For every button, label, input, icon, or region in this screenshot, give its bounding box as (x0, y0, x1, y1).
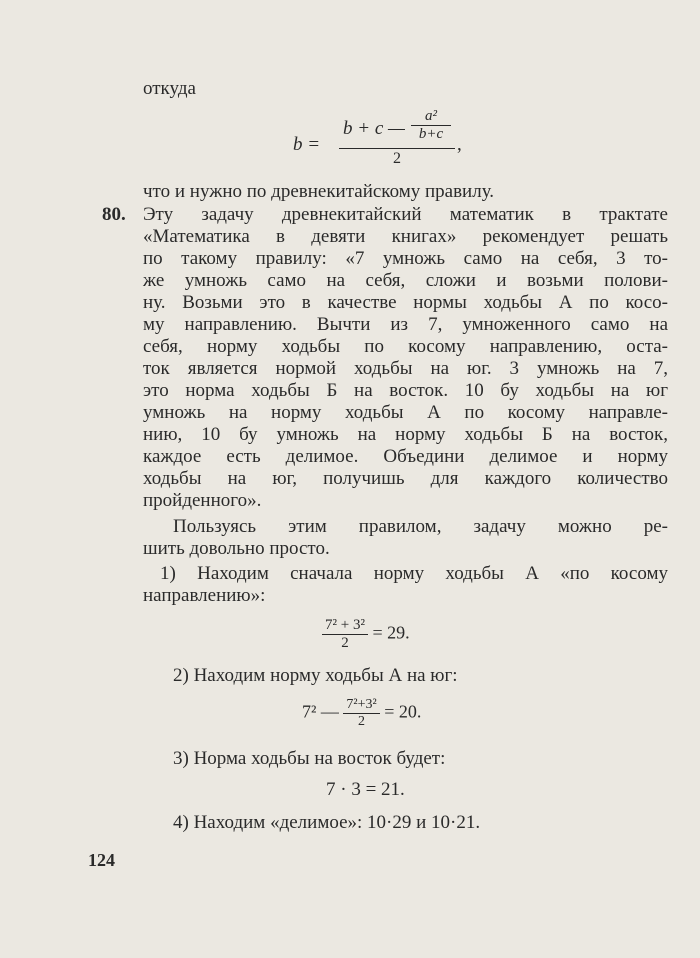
problem-line: ходьбы на юг, получишь для каждого количество (143, 468, 668, 489)
problem-line: ток является нормой ходьбы на юг. 3 умножь на 7, (143, 358, 668, 379)
problem-line: ну. Возьми это в качестве нормы ходьбы А по косо- (143, 292, 668, 313)
step3: 3) Норма ходьбы на восток будет: (173, 748, 446, 769)
step2: 2) Находим норму ходьбы А на юг: (173, 665, 458, 686)
problem-line: му направлению. Вычти из 7, умноженного само на (143, 314, 668, 335)
eq2-numerator: 7²+3² (343, 697, 379, 714)
formula-b-lhs: b = (293, 134, 321, 155)
formula-b-inner-num: a² (411, 108, 451, 126)
formula-b-main-fraction (339, 108, 455, 169)
problem-line: «Математика в девяти книгах» рекомендует решать (143, 226, 668, 247)
step1-line1: 1) Находим сначала норму ходьбы А «по косому (160, 563, 668, 584)
eq2-result: = 20. (384, 701, 422, 722)
line-after-formula: что и нужно по древнекитайскому правилу. (143, 181, 495, 202)
formula-b-inner-fraction (411, 108, 451, 143)
problem-line: себя, норму ходьбы по косому направлению, оста- (143, 336, 668, 357)
formula-b-den: 2 (393, 150, 401, 167)
problem-line-last: пройденного». (143, 490, 262, 511)
problem-line: каждое есть делимое. Объедини делимое и норму (143, 446, 668, 467)
formula-b (293, 108, 493, 176)
formula-b-top-expr: b + c — (343, 118, 405, 139)
equation-3: 7 · 3 = 21. (326, 779, 405, 800)
para2-line: шить довольно просто. (143, 538, 330, 559)
step4: 4) Находим «делимое»: 10·29 и 10·21. (173, 812, 481, 833)
problem-line: нию, 10 бу умножь на норму ходьбы Б на восток, (143, 424, 668, 445)
formula-b-inner-den: b+c (418, 126, 444, 142)
step1-line2: направлению»: (143, 585, 266, 606)
formula-b-trail: , (457, 134, 462, 155)
problem-line: это норма ходьбы Б на восток. 10 бу ходьбы на юг (143, 380, 668, 401)
problem-number: 80. (102, 204, 126, 225)
para2-line: Пользуясь этим правилом, задачу можно ре- (173, 516, 668, 537)
equation-1 (322, 617, 410, 652)
page-number: 124 (88, 850, 115, 870)
problem-line: по такому правилу: «7 умножь само на себя, 3 то- (143, 248, 668, 269)
problem-line: Эту задачу древнекитайский математик в трактате (143, 204, 668, 225)
problem-line: же умножь само на себя, сложи и возьми полови- (143, 270, 668, 291)
equation-2 (302, 697, 421, 730)
eq2-lead: 7² — (302, 701, 339, 722)
intro-word: откуда (143, 78, 196, 99)
problem-line: умножь на норму ходьбы А по косому направле- (143, 402, 668, 423)
eq1-denominator: 2 (341, 635, 349, 651)
eq2-denominator: 2 (358, 714, 366, 729)
eq1-numerator: 7² + 3² (322, 617, 368, 635)
eq1-result: = 29. (372, 622, 410, 643)
